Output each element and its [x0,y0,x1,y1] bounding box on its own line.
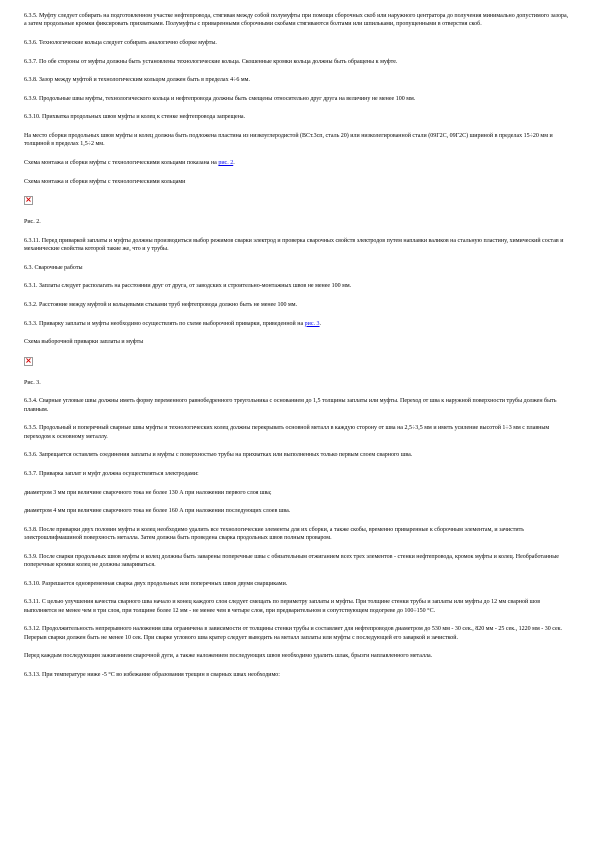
paragraph: 6.3.11. Перед приваркой заплаты и муфты должны производиться выбор режимов сварки электрод и проверка сварочных свойств электродов путем наплавки валиков на стальную пластину, химический состав и механические свойства которой такие же, что и у трубы. [24,237,564,253]
paragraph: 6.3.12. Продолжительность непрерывного наложения шва ограничена в зависимости от толщины стенки трубы и составляет для нефтепроводов диаметром до 530 мм - 30 сек., 820 мм - 25 сек., 1220 мм - 30 сек. Перерыв сварки должен быть не менее 10 сек. При сварке углового шва кратер следует выводить на металл заплаты или муфты с последующей его заваркой и зачисткой. [24,626,563,641]
paragraph: диаметром 3 мм при величине сварочного тока не более 130 А при наложении первого слоя шва; [24,489,272,496]
paragraph: 6.3.1. Заплаты следует располагать на расстоянии друг от друга, от заводских и строительно-монтажных швов не менее 100 мм. [24,283,352,290]
paragraph: 6.3.9. После сварки продольных швов муфты и колец должны быть заварены поперечные швы с обязательным отжиганием всех трех элементов - стенки нефтепровода, кромок муфты и колец. Необработанные поперечные кромки колец не должны завариваться. [24,553,559,569]
figure-heading: Схема монтажа и сборки муфты с технологическими кольцами [24,178,186,185]
figure-caption: Рис. 3. [24,379,41,386]
paragraph: 6.3.10. Прихватка продольных швов муфты и колец к стенке нефтепровода запрещена. [24,114,246,121]
paragraph: диаметром 4 мм при величине сварочного тока не более 160 А при наложении последующих слоев шва. [24,508,291,515]
broken-image-icon: × [25,355,32,365]
document-page [24,12,572,689]
paragraph: 6.3.10. Разрешается одновременная сварка двух продольных или поперечных швов двумя сварщиками. [24,580,288,587]
paragraph-with-link [24,320,572,328]
broken-image-icon: × [25,195,32,205]
paragraph: 6.3.4. Сварные угловые швы должны иметь форму переменного равнобедренного треугольника с основанием до 1,5 толщины заплаты или муфты. Переход от шва к наружной поверхности трубы должен быть плавным. [24,398,557,413]
paragraph: 6.3.2. Расстояние между муфтой и кольцевыми стыками труб нефтепровода должно быть не менее 100 мм. [24,301,298,308]
paragraph-with-link [24,159,572,167]
paragraph: 6.3.5. Продольный и поперечный сварные швы муфты и технологических колец должны перекрывать основной металл в каждую сторону от шва на 2,5÷3,5 мм и иметь усиление высотой 1÷3 мм с плавным переходом к основному металлу. [24,425,550,440]
paragraph: 6.3.9. Продольные швы муфты, технологического кольца и нефтепровода должны быть смещены относительно друг друга на величину не менее 100 мм. [24,95,416,102]
paragraph: 6.3.7. Приварка заплат и муфт должна осуществляться электродами: [24,470,199,477]
paragraph: На место сборки продольных швов муфты и колец должна быть подложена пластина из низкоуглеродистой (ВСт.3сп, сталь 20) или низколегированной стали (09Г2С, 09Г2С) шириной в пределах 15÷20 мм и толщиной в пределах 1,5÷2 мм. [24,132,553,148]
paragraph-end: . [233,159,235,166]
paragraph: 6.3.6. Технологические кольца следует собирать аналогично сборке муфты. [24,40,217,46]
section-heading: 6.3. Сварочные работы [24,264,83,271]
paragraph: 6.3.8. После приварки двух половин муфты и колец необходимо удалить все технологические элементы для их сборки, а также скобы, временно приваренные к сборочным элементам, и зачистить электрошлифмашиной поверхность металла. Затем должна быть проведена сварка продольных швов полным проваром. [24,526,524,542]
paragraph-text: 6.3.3. Приварку заплаты и муфты необходимо осуществлять по схеме выборочной приварки, приведенной на [24,320,305,327]
figure-heading: Схема выборочной приварки заплаты и муфты [24,339,144,346]
paragraph-text: Схема монтажа и сборки муфты с технологическими кольцами показана на [24,159,219,166]
paragraph: 6.3.13. При температуре ниже -5 °С во избежание образования трещин в сварных швах необходимо: [24,671,280,678]
paragraph: 6.3.5. Муфту следует собирать на подготовленном участке нефтепровода, стягивая между собой полумуфты при помощи сборочных скоб или наружного центратора до получения минимально допустимого зазора, а затем продольные кромки фиксировать прихватками. Полумуфты с приваренными сборочными скобами стягиваются болтами или шпильками, пропущенными в отверстия скоб. [24,13,569,28]
paragraph: Перед каждым последующим зажиганием сварочной дуги, а также наложением последующих швов необходимо удалить шлак, брызги наплавленного металла. [24,653,433,660]
paragraph: 6.3.7. По обе стороны от муфты должны быть установлены технологические кольца. Скошенные кромки кольца должны быть обращены к муфте. [24,58,398,65]
paragraph: 6.3.8. Зазор между муфтой и технологическим кольцом должен быть в пределах 4÷6 мм. [24,77,250,84]
figure-caption: Рис. 2. [24,219,41,226]
figure-3-link[interactable]: рис. 3 [304,320,320,327]
paragraph: 6.3.11. С целью улучшения качества сварного шва начало и конец каждого слоя следует смещать по периметру заплаты и муфты. При толщине стенки трубы и заплаты или муфты до 12 мм сварной шов выполняется не менее чем в три слоя, при толщине более 12 мм - не менее чем в четыре слоя, при предварительном и сопутствующем подогреве до 100÷150 °С. [24,599,541,614]
paragraph: 6.3.6. Запрещается оставлять соединения заплаты и муфты с поверхностью трубы на прихватках или выполненных только первым слоем сварного шва. [24,452,413,459]
paragraph-end: . [319,320,322,327]
figure-2-link[interactable]: рис. 2 [218,159,234,166]
